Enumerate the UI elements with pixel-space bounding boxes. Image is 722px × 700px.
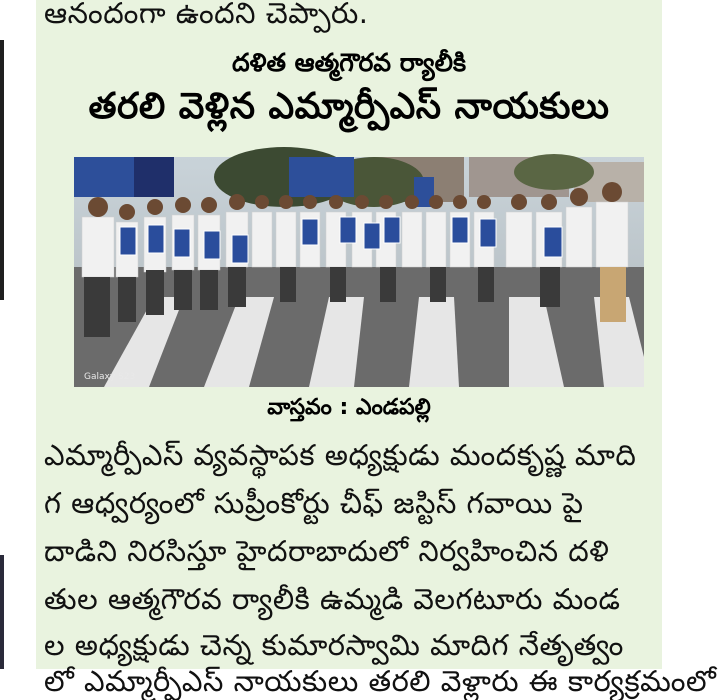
body-line-5: ల అధ్యక్షుడు చెన్న కుమారస్వామి మాదిగ నేతృత్వం — [44, 628, 624, 662]
body-line-4: తుల ఆత్మగౌరవ ర్యాలీకి ఉమ్మడి వెలగటూరు మండ — [44, 582, 621, 616]
photo-watermark: Galaxy S23 — [84, 372, 136, 382]
body-line-3: దాడిని నిరసిస్తూ హైదరాబాదులో నిర్వహించిన దళి — [44, 534, 610, 568]
adjacent-column-edge — [0, 40, 4, 300]
body-line-6: లో ఎమ్మార్పీఎస్ నాయకులు తరలి వెళ్లారు ఈ కార్యక్రమంలో — [44, 664, 717, 698]
headline: తరలి వెళ్లిన ఎమ్మార్పీఎస్ నాయకులు — [88, 86, 610, 127]
kicker: దళిత ఆత్మగౌరవ ర్యాలీకి — [231, 48, 467, 77]
adjacent-column-edge-lower — [0, 555, 4, 669]
news-article — [36, 0, 717, 698]
body-line-2: గ ఆధ్వర్యంలో సుప్రీంకోర్టు చీఫ్ జస్టిస్ గవాయి పై — [44, 486, 584, 520]
news-photo — [74, 157, 644, 387]
rally-photo-illustration — [74, 157, 644, 387]
body-line-1: ఎమ్మార్పీఎస్ వ్యవస్థాపక అధ్యక్షుడు మందకృష్ణ మాది — [44, 438, 637, 472]
dateline: వాస్తవం : ఎండపల్లి — [267, 395, 431, 420]
lead-line: ఆనందంగా ఉందని చెప్పారు. — [44, 0, 369, 30]
